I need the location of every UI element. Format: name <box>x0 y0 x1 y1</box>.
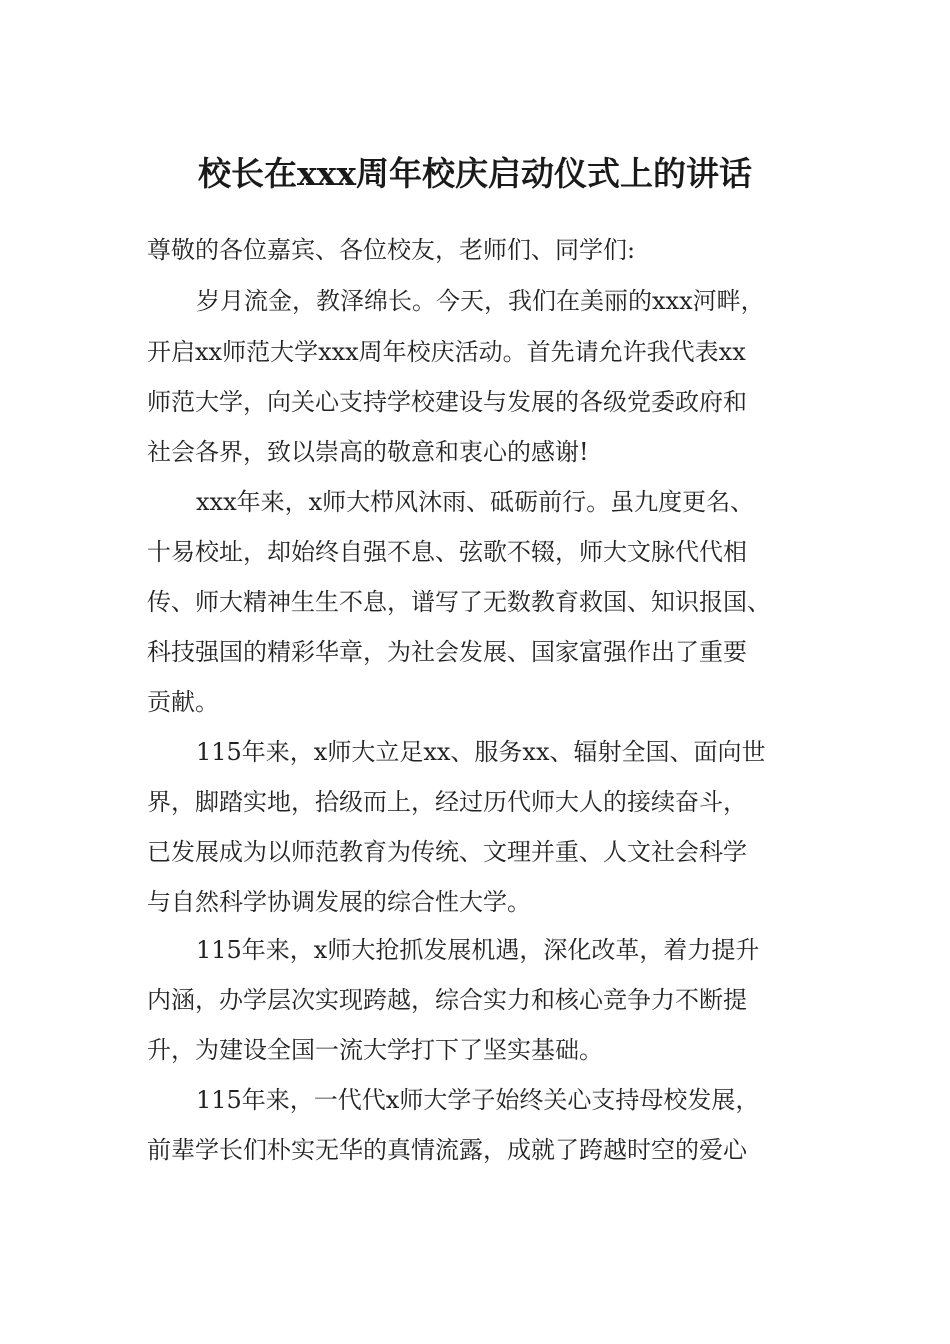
text-line: 开启xx师范大学xxx周年校庆活动。首先请允许我代表xx <box>147 338 746 366</box>
text-line: 115年来，x师大抢抓发展机遇，深化改革，着力提升 <box>196 936 760 964</box>
text-line: 115年来，一代代x师大学子始终关心支持母校发展， <box>196 1086 760 1114</box>
text-line: 界，脚踏实地，拾级而上，经过历代师大人的接续奋斗， <box>147 788 747 816</box>
document-title: 校长在xxx周年校庆启动仪式上的讲话 <box>197 154 753 193</box>
text-line: 社会各界，致以崇高的敬意和衷心的感谢! <box>147 438 589 466</box>
text-line: 岁月流金，教泽绵长。今天，我们在美丽的xxx河畔， <box>196 287 765 315</box>
text-line-salutation: 尊敬的各位嘉宾、各位校友，老师们、同学们: <box>147 236 636 264</box>
text-line: 115年来，x师大立足xx、服务xx、辐射全国、面向世 <box>196 738 766 766</box>
text-line: 传、师大精神生生不息，谱写了无数教育救国、知识报国、 <box>147 588 771 616</box>
text-line: 升，为建设全国一流大学打下了坚实基础。 <box>147 1036 603 1064</box>
text-line: 科技强国的精彩华章，为社会发展、国家富强作出了重要 <box>147 638 747 666</box>
text-line: xxx年来，x师大栉风沐雨、砥砺前行。虽九度更名、 <box>196 488 755 516</box>
text-line: 与自然科学协调发展的综合性大学。 <box>147 888 531 916</box>
text-line: 前辈学长们朴实无华的真情流露，成就了跨越时空的爱心 <box>147 1136 747 1164</box>
text-line: 贡献。 <box>147 688 219 716</box>
text-line: 内涵，办学层次实现跨越，综合实力和核心竞争力不断提 <box>147 986 747 1014</box>
text-line: 已发展成为以师范教育为传统、文理并重、人文社会科学 <box>147 838 747 866</box>
text-line: 十易校址，却始终自强不息、弦歌不辍，师大文脉代代相 <box>147 538 747 566</box>
text-line: 师范大学，向关心支持学校建设与发展的各级党委政府和 <box>147 388 747 416</box>
